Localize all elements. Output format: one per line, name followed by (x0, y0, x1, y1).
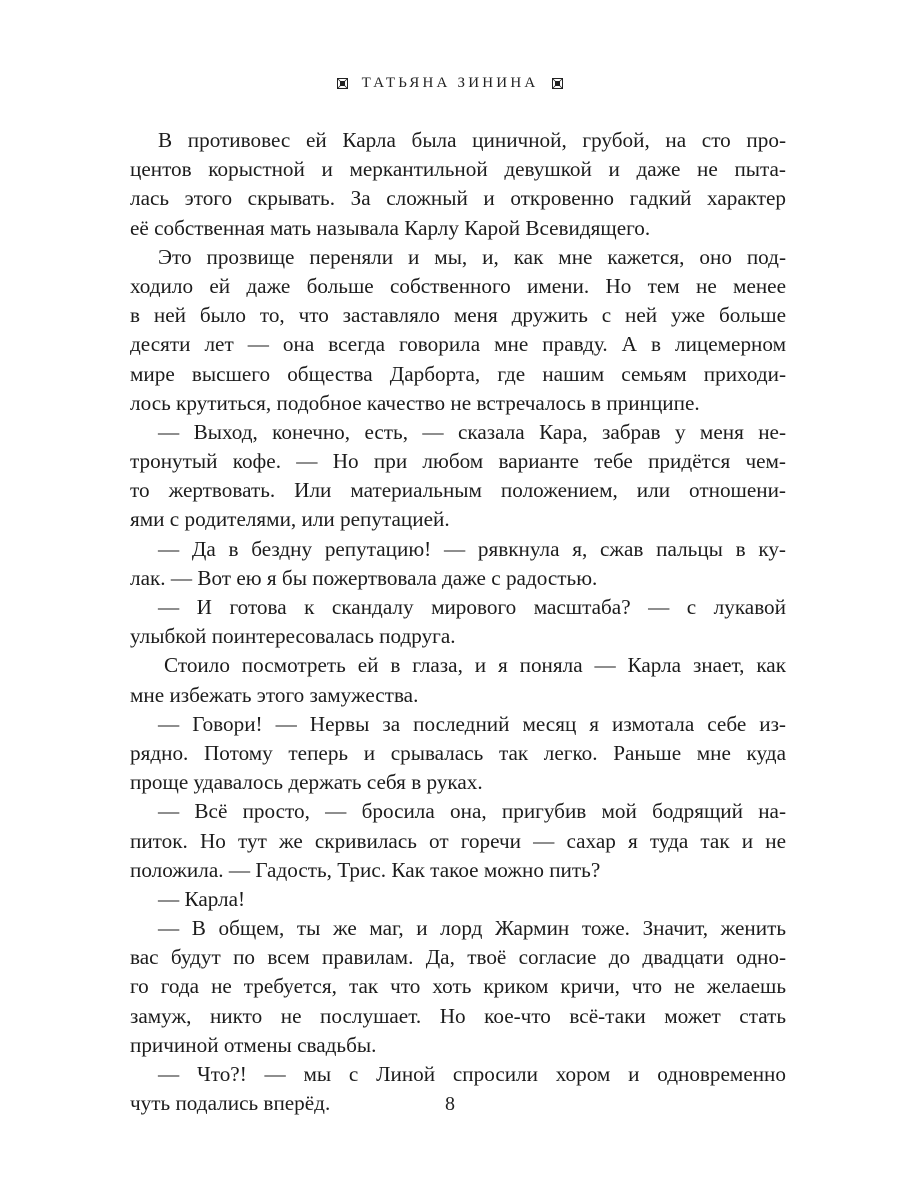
ornament-icon (337, 78, 348, 89)
text-line: десяти лет — она всегда говорила мне правду. А в лицемерном (130, 332, 786, 357)
running-head (0, 75, 900, 92)
paragraph (130, 885, 786, 914)
text-line: — Что?! — мы с Линой спросили хором и одновременно (158, 1062, 786, 1086)
text-line: улыбкой поинтересовалась подруга. (130, 624, 456, 649)
text-line: причиной отмены свадьбы. (130, 1032, 377, 1057)
paragraph (130, 535, 786, 593)
text-line: питок. Но тут же скривилась от горечи — сахар я туда так и не (130, 828, 786, 853)
body-text (130, 126, 786, 1118)
paragraph (130, 243, 786, 418)
text-line: — Выход, конечно, есть, — сказала Кара, забрав у меня не- (158, 419, 786, 444)
paragraph (130, 710, 786, 798)
paragraph (130, 418, 786, 535)
text-line: мире высшего общества Дарборта, где нашим семьям приходи- (130, 361, 786, 386)
text-line: лась этого скрывать. За сложный и откровенно гадкий характер (130, 186, 786, 211)
text-line: — В общем, ты же маг, и лорд Жармин тоже. Значит, женить (158, 916, 786, 941)
text-line: — И готова к скандалу мирового масштаба? — с лукавой (158, 595, 786, 619)
text-line: её собственная мать называла Карлу Карой Всевидящего. (130, 215, 651, 240)
paragraph (130, 797, 786, 885)
ornament-icon (552, 78, 563, 89)
text-line: лак. — Вот ею я бы пожертвовала даже с радостью. (130, 565, 598, 590)
text-line: замуж, никто не послушает. Но кое-что всё-таки может стать (130, 1003, 786, 1028)
text-line: положила. — Гадость, Трис. Как такое можно пить? (130, 857, 601, 882)
running-head-author: ТАТЬЯНА ЗИНИНА (361, 75, 539, 91)
text-line: ходило ей даже больше собственного имени. Но тем не менее (130, 273, 786, 298)
text-line: в ней было то, что заставляло меня дружить с ней уже больше (130, 303, 786, 328)
text-line: вас будут по всем правилам. Да, твоё согласие до двадцати одно- (130, 945, 786, 970)
paragraph (130, 126, 786, 243)
text-line: чуть подались вперёд. (130, 1091, 331, 1116)
text-line: — Да в бездну репутацию! — рявкнула я, сжав пальцы в ку- (158, 536, 786, 561)
page-number: 8 (445, 1093, 455, 1115)
text-line: проще удавалось держать себя в руках. (130, 770, 483, 795)
paragraph (130, 651, 786, 709)
text-line: мне избежать этого замужества. (130, 682, 419, 707)
text-line: лось крутиться, подобное качество не встречалось в принципе. (130, 390, 700, 415)
text-line: тронутый кофе. — Но при любом варианте тебе придётся чем- (130, 449, 786, 474)
text-line: Это прозвище переняли и мы, и, как мне кажется, оно под- (158, 244, 786, 269)
text-line: то жертвовать. Или материальным положением, или отношени- (130, 478, 786, 503)
text-line: Стоило посмотреть ей в глаза, и я поняла — Карла знает, как (164, 653, 786, 678)
paragraph (130, 593, 786, 651)
text-line: — Карла! (158, 886, 246, 911)
text-line: ями с родителями, или репутацией. (130, 507, 450, 532)
paragraph (130, 914, 786, 1060)
text-line: — Всё просто, — бросила она, пригубив мой бодрящий на- (158, 799, 786, 824)
text-line: рядно. Потому теперь и срывалась так легко. Раньше мне куда (130, 740, 786, 765)
text-line: го года не требуется, так что хоть криком кричи, что не желаешь (130, 974, 786, 999)
text-line: — Говори! — Нервы за последний месяц я измотала себе из- (158, 711, 786, 736)
text-line: центов корыстной и меркантильной девушкой и даже не пыта- (130, 157, 786, 182)
text-line: В противовес ей Карла была циничной, грубой, на сто про- (158, 128, 786, 152)
